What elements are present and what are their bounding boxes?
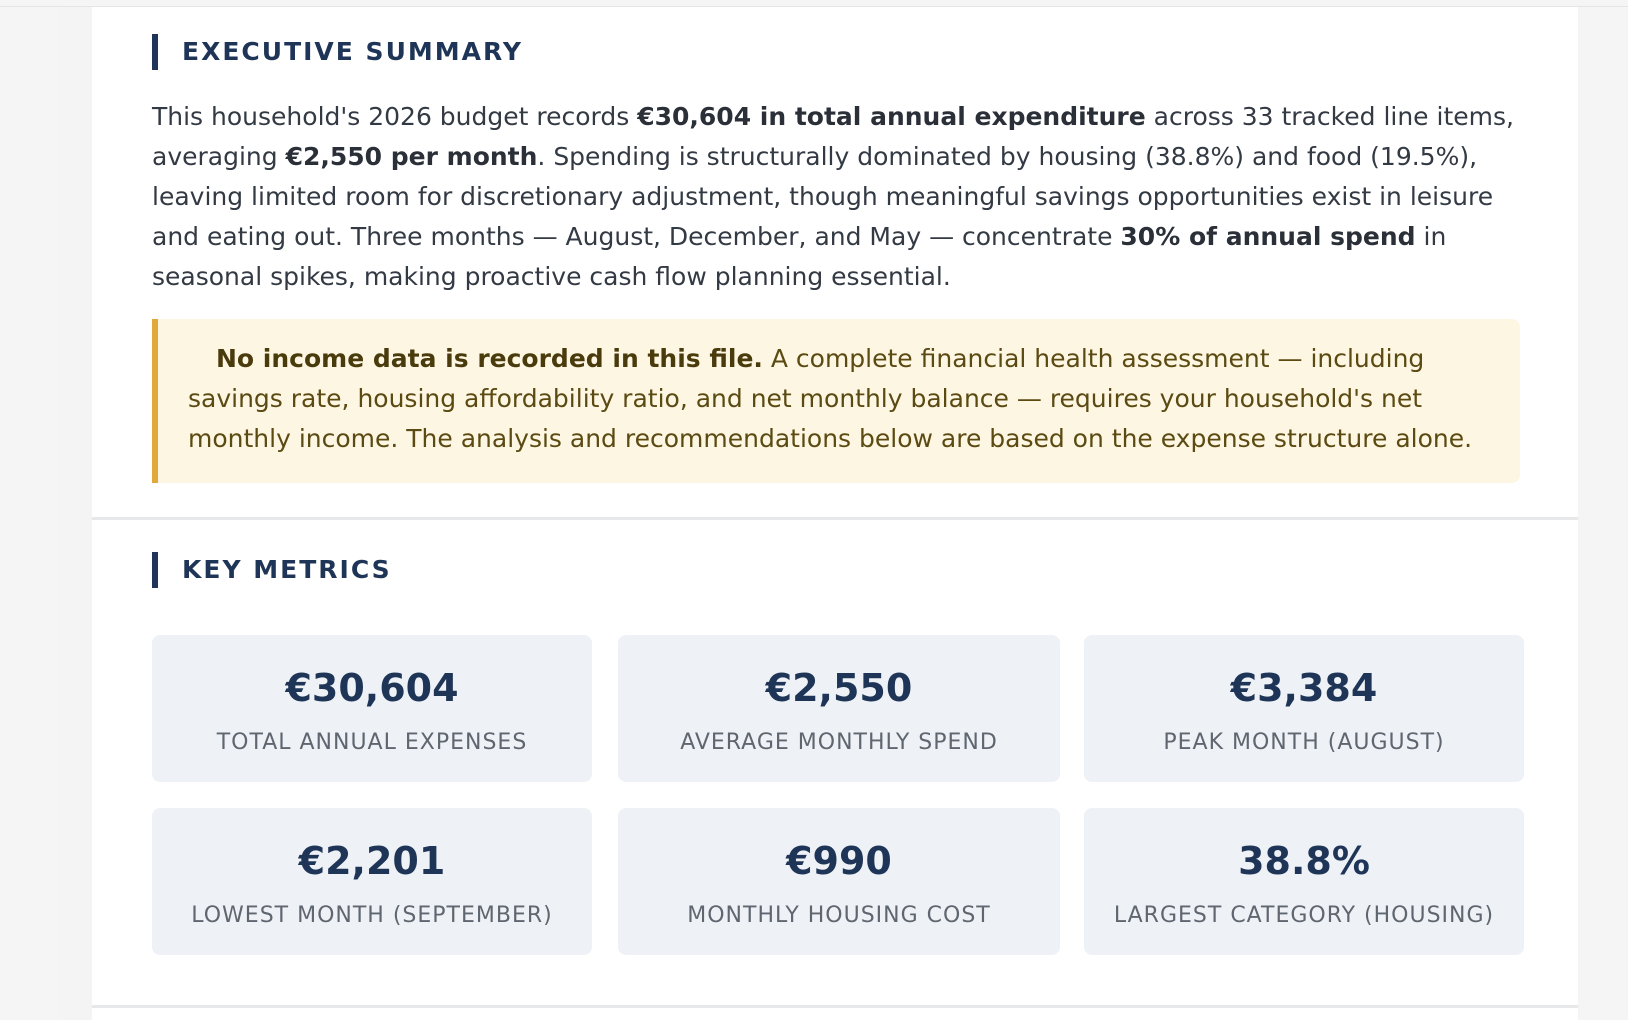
metric-value: €2,550: [765, 666, 913, 710]
metric-value: €2,201: [298, 839, 446, 883]
metric-value: 38.8%: [1238, 839, 1370, 883]
metric-label: PEAK MONTH (AUGUST): [1163, 730, 1445, 755]
income-warning-callout: [152, 319, 1520, 483]
metric-card-lowest-month: [152, 808, 592, 955]
section-divider: [92, 517, 1578, 520]
metric-card-peak-month: [1084, 635, 1524, 782]
executive-summary-paragraph: [152, 97, 1524, 297]
metric-label: TOTAL ANNUAL EXPENSES: [216, 730, 528, 755]
metric-card-average-monthly-spend: [618, 635, 1060, 782]
metric-card-monthly-housing-cost: [618, 808, 1060, 955]
summary-total-expenditure: €30,604 in total annual expenditure: [637, 102, 1146, 131]
metrics-grid: [152, 635, 1524, 955]
metric-card-largest-category: [1084, 808, 1524, 955]
key-metrics-heading: KEY METRICS: [152, 552, 392, 588]
summary-text-1: This household's 2026 budget records: [152, 102, 638, 131]
metric-label: LOWEST MONTH (SEPTEMBER): [191, 903, 553, 928]
summary-seasonal-share: 30% of annual spend: [1120, 222, 1416, 251]
summary-monthly-average: €2,550 per month: [285, 142, 538, 171]
report-page: [92, 7, 1578, 1020]
metric-label: LARGEST CATEGORY (HOUSING): [1113, 903, 1495, 928]
callout-heading: No income data is recorded in this file.: [216, 344, 763, 373]
summary-text-3: . Spending is structurally dominated by housing (38.8%) and food (19.5%), leaving limited room for discretionary adjustment, though meaningful savings opportunities exist in leisure and eating out. Three months — August, December, and May — concentrate: [152, 142, 1494, 251]
metric-value: €30,604: [285, 666, 459, 710]
callout-text: A complete financial health assessment — including savings rate, housing affordability ratio, and net monthly balance — requires your household's net monthly income. The analysis and recommendations below are based on the expense structure alone.: [188, 344, 1473, 453]
summary-text-2: across 33 tracked line items, averaging: [152, 102, 1514, 171]
executive-summary-heading: EXECUTIVE SUMMARY: [152, 34, 523, 70]
metric-label: MONTHLY HOUSING COST: [687, 903, 991, 928]
summary-text-4: in seasonal spikes, making proactive cash flow planning essential.: [152, 222, 1447, 291]
metric-label: AVERAGE MONTHLY SPEND: [680, 730, 998, 755]
metric-value: €990: [786, 839, 892, 883]
metric-value: €3,384: [1230, 666, 1378, 710]
metric-card-total-annual-expenses: [152, 635, 592, 782]
section-divider: [92, 1005, 1578, 1008]
